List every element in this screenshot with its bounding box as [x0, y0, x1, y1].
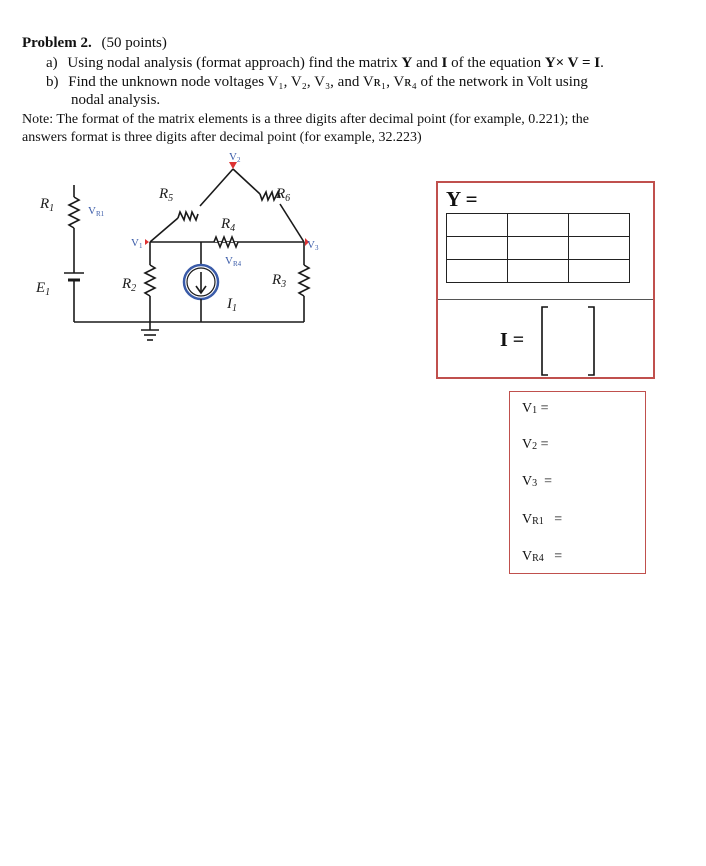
y-matrix-cell[interactable]	[447, 260, 508, 283]
problem-title: Problem 2.	[22, 35, 92, 51]
part-a-marker: a)	[46, 55, 58, 71]
problem-points: (50 points)	[101, 35, 167, 51]
label-r5: $R_5$	[159, 186, 174, 204]
v3-answer-row[interactable]: $V_3$ =	[522, 474, 553, 489]
part-b-marker: b)	[46, 74, 59, 90]
label-r4: $R_4$	[221, 216, 236, 234]
y-matrix-cell[interactable]	[569, 237, 630, 260]
y-matrix-row	[447, 237, 630, 260]
node-v1-marker	[145, 239, 149, 245]
part-a-tail: of the equation	[447, 55, 545, 71]
resistor-r3	[299, 265, 309, 296]
right-bracket	[588, 307, 594, 375]
v1-answer-row[interactable]: $V_1$ =	[522, 401, 549, 416]
matrix-answer-box	[436, 181, 655, 379]
label-vr4: VR4	[225, 255, 242, 268]
circuit-diagram	[28, 152, 328, 352]
y-label: Y =	[446, 187, 478, 211]
label-r3: $R_3$	[272, 272, 287, 290]
y-matrix-cell[interactable]	[508, 260, 569, 283]
wire-r6-v3	[280, 204, 304, 242]
part-a-equation: Y× V = I	[544, 55, 601, 71]
label-v3: V3	[307, 239, 319, 252]
part-a	[46, 54, 604, 72]
label-e1: $E_1$	[36, 280, 51, 298]
y-matrix-cell[interactable]	[508, 214, 569, 237]
label-r1: $R_1$	[40, 196, 55, 214]
label-i1: $I_1$	[227, 296, 237, 314]
part-b	[46, 73, 588, 91]
y-matrix-cell[interactable]	[569, 260, 630, 283]
part-b-line1: Find the unknown node voltages V₁, V₂, V₃, and Vʀ₁, Vʀ₄ of the network in Volt using	[68, 74, 588, 90]
y-matrix-grid	[446, 213, 630, 283]
label-r2: $R_2$	[122, 276, 137, 294]
left-bracket	[542, 307, 548, 375]
resistor-r1	[69, 197, 79, 228]
y-matrix-cell[interactable]	[508, 237, 569, 260]
y-matrix-row	[447, 214, 630, 237]
label-v1: V1	[131, 237, 143, 250]
wire-v1-r5	[150, 218, 178, 242]
y-matrix-cell[interactable]	[447, 214, 508, 237]
part-a-y: Y	[401, 55, 413, 71]
part-a-i: I	[441, 55, 448, 71]
box-divider	[438, 299, 653, 300]
resistor-r2	[145, 265, 155, 296]
part-a-period: .	[600, 55, 604, 71]
voltages-answer-box	[509, 391, 646, 574]
y-matrix-cell[interactable]	[447, 237, 508, 260]
label-vr1: VR1	[88, 205, 105, 218]
y-matrix-row	[447, 260, 630, 283]
problem-title-line	[22, 34, 167, 52]
label-r6: $R_6$	[276, 186, 291, 204]
label-v2: V2	[229, 152, 241, 164]
part-a-and: and	[412, 55, 442, 71]
part-b-line2: nodal analysis.	[71, 92, 161, 108]
node-v2-marker	[229, 162, 237, 169]
i-vector-brackets[interactable]	[538, 305, 600, 377]
note-line-2: answers format is three digits after decimal point (for example, 32.223)	[22, 130, 422, 145]
vr4-answer-row[interactable]: $V_{R4}$ =	[522, 549, 563, 564]
resistor-r5	[178, 212, 198, 220]
vr1-answer-row[interactable]: $V_{R1}$ =	[522, 512, 563, 527]
y-matrix-cell[interactable]	[569, 214, 630, 237]
resistor-r4	[214, 237, 238, 247]
note-line-1: Note: The format of the matrix elements is a three digits after decimal point (for example, 0.221); the	[22, 112, 589, 127]
wire-v2-r6	[233, 169, 260, 194]
v2-answer-row[interactable]: $V_2$ =	[522, 437, 549, 452]
part-a-text: Using nodal analysis (format approach) find the matrix	[67, 55, 402, 71]
i-label: I =	[500, 329, 525, 351]
wire-r5-v2	[200, 169, 233, 206]
